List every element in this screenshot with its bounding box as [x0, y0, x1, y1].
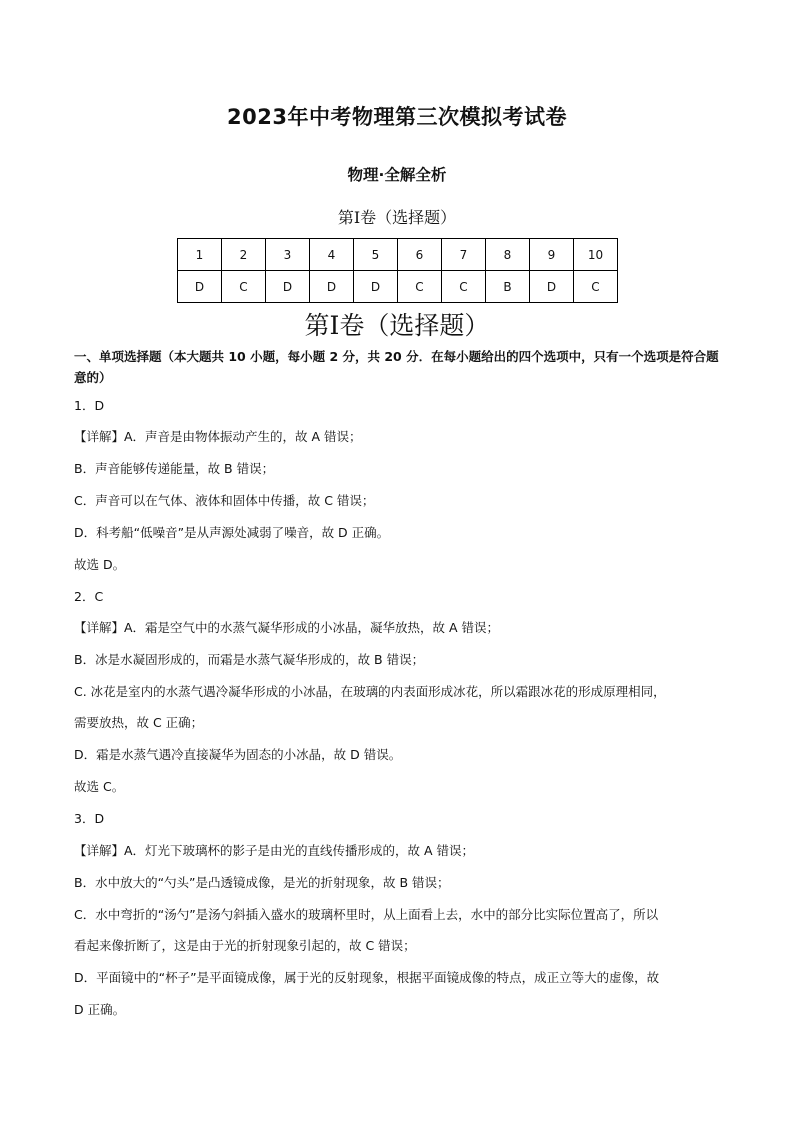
answer-line: C．声音可以在气体、液体和固体中传播，故 C 错误；: [74, 493, 375, 508]
question-number: 5: [354, 239, 398, 271]
answer-line: 3．D: [74, 811, 105, 826]
answer-line: 【详解】A．灯光下玻璃杯的影子是由光的直线传播形成的，故 A 错误；: [74, 843, 475, 858]
answer-line: 故选 D。: [74, 557, 126, 572]
section-instructions: 一、单项选择题（本大题共 10 小题，每小题 2 分，共 20 分．在每小题给出的四个选项中，只有一个选项是符合题意的）: [74, 349, 719, 385]
question-number: 2: [222, 239, 266, 271]
answer-line: C．水中弯折的“汤勺”是汤勺斜插入盛水的玻璃杯里时，从上面看上去，水中的部分比实际位置高了，所以: [74, 907, 659, 922]
answer-line: 看起来像折断了，这是由于光的折射现象引起的，故 C 错误；: [74, 938, 416, 953]
question-number: 4: [310, 239, 354, 271]
answer-cell: D: [310, 271, 354, 303]
answer-cell: C: [442, 271, 486, 303]
question-number: 1: [178, 239, 222, 271]
question-number: 3: [266, 239, 310, 271]
answer-line: C. 冰花是室内的水蒸气遇冷凝华形成的小冰晶，在玻璃的内表面形成冰花，所以霜跟冰花的形成原理相同，: [74, 684, 666, 699]
question-number: 6: [398, 239, 442, 271]
answer-line: D 正确。: [74, 1002, 126, 1017]
question-number: 10: [574, 239, 618, 271]
answer-cell: D: [178, 271, 222, 303]
answer-line: 需要放热，故 C 正确；: [74, 715, 204, 730]
document-subtitle: 物理·全解全析: [347, 166, 447, 184]
answer-line: D．平面镜中的“杯子”是平面镜成像，属于光的反射现象，根据平面镜成像的特点，成正立等大的虚像，故: [74, 970, 660, 985]
section-heading-small: 第Ⅰ卷（选择题）: [337, 208, 457, 227]
document-title: 2023年中考物理第三次模拟考试卷: [227, 105, 567, 129]
answer-line: 故选 C。: [74, 779, 125, 794]
answer-line: 【详解】A．声音是由物体振动产生的，故 A 错误；: [74, 429, 362, 444]
answer-line: B．水中放大的“勺头”是凸透镜成像，是光的折射现象，故 B 错误；: [74, 875, 450, 890]
answer-cell: C: [222, 271, 266, 303]
answer-line: 1．D: [74, 398, 105, 413]
answer-line: 2．C: [74, 589, 104, 604]
answer-cell: D: [530, 271, 574, 303]
answer-cell: D: [354, 271, 398, 303]
answer-table-answer-row: [178, 271, 618, 303]
question-number: 7: [442, 239, 486, 271]
answer-line: D．霜是水蒸气遇冷直接凝华为固态的小冰晶，故 D 错误。: [74, 747, 402, 762]
answer-cell: D: [266, 271, 310, 303]
answer-line: B．冰是水凝固形成的，而霜是水蒸气凝华形成的，故 B 错误；: [74, 652, 425, 667]
answer-line: B．声音能够传递能量，故 B 错误；: [74, 461, 275, 476]
answer-table: [177, 238, 618, 303]
answer-line: D．科考船“低噪音”是从声源处减弱了噪音，故 D 正确。: [74, 525, 390, 540]
answer-cell: C: [398, 271, 442, 303]
question-number: 9: [530, 239, 574, 271]
answer-table-number-row: [178, 239, 618, 271]
answer-cell: B: [486, 271, 530, 303]
answer-line: 【详解】A．霜是空气中的水蒸气凝华形成的小冰晶，凝华放热，故 A 错误；: [74, 620, 500, 635]
section-heading-large: 第Ⅰ卷（选择题）: [304, 311, 490, 340]
question-number: 8: [486, 239, 530, 271]
answer-cell: C: [574, 271, 618, 303]
